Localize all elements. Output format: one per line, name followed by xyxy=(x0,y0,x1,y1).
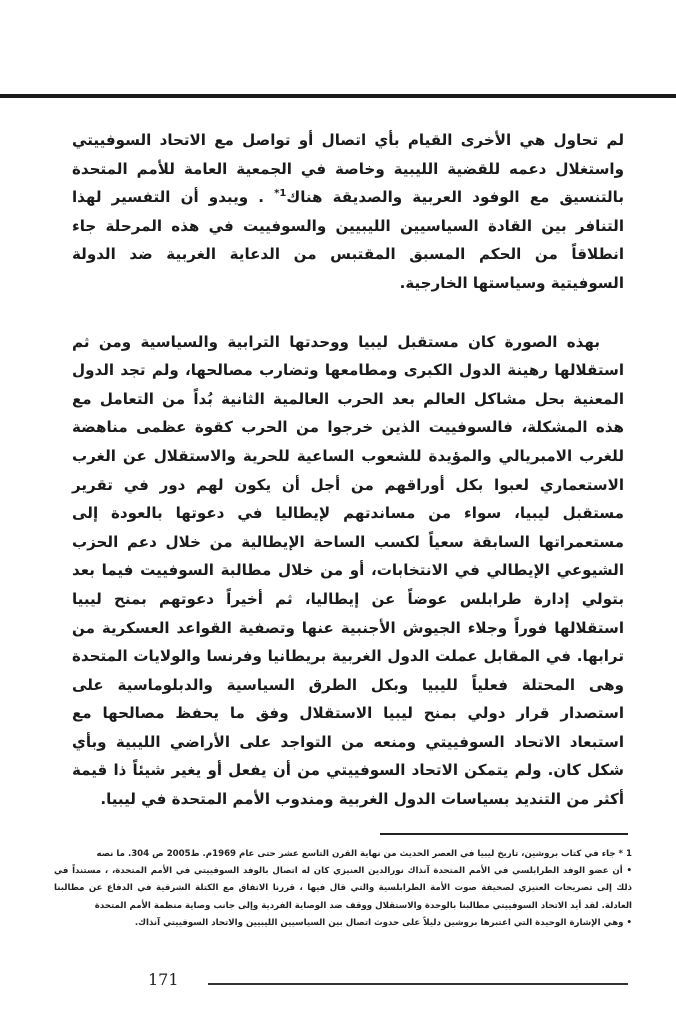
paragraph-1-line-3b: . ويبدو أن التفسير لهذا التنافر بين القادة السياسيين xyxy=(72,188,624,235)
footnote-bullet-2: • وهي الإشارة الوحيدة التي اعتبرها بروشين دليلاً على حدوث اتصال بين السياسيين الليبيين والاتحاد السوفييتي آنذاك. xyxy=(134,917,632,928)
footnote-reference[interactable]: 1* xyxy=(274,188,287,200)
paragraph-1-line-2: دعمه للقضية الليبية وخاصة في الجمعية العامة للأمم المتحدة بالتنسيق مع الوفود xyxy=(72,159,625,207)
footnotes xyxy=(54,846,632,932)
paragraph-1-line-3a: العربية والصديقة هناك xyxy=(286,188,463,207)
paragraph-2: بهذه الصورة كان مستقبل ليبيا ووحدتها الترابية والسياسية ومن ثم استقلالها رهينة الدول الكبرى ومطامعها وتضارب مصالحها، ولم تجد الدول المعنية بحل مشاكل العالم بعد الحرب العالمية الثانية بُداً من التعامل مع هذه المشكلة، فالسوفييت الذين خرجوا من الحرب كقوة عظمى مناهضة للغرب الامبريالي والمؤيدة للشعوب الساعية للحرية والاستقلال عن الغرب الاستعماري لعبوا بكل أوراقهم من أجل أن يكون لهم دور في تقرير مستقبل ليبيا، سواء من مساندتهم لإيطاليا في دعوتها بالعودة إلى مستعمراتها السابقة سعياً لكسب الساحة الإيطالية من خلال دعم الحزب الشيوعي الإيطالي في الانتخابات، أو من خلال مطالبة السوفييت فيما بعد بتولي إدارة طرابلس عوضاً عن إيطاليا، ثم أخيراً دعوتهم بمنح ليبيا استقلالها فوراً وجلاء الجيوش الأجنبية عنها وتصفية القواعد العسكرية من ترابها. في المقابل عملت الدول الغربية بريطانيا وفرنسا والولايات المتحدة وهى المحتلة فعلياً لليبيا وبكل الطرق السياسية والدبلوماسية على استصدار قرار دولي بمنح ليبيا الاستقلال وفق ما يحفظ مصالحها مع استبعاد الاتحاد السوفييتي ومنعه من التواجد على الأراضي الليبية وبأي شكل كان. ولم يتمكن الاتحاد السوفييتي من أن يفعل أو يغير شيئاً ذا قيمة أكثر من التنديد بسياسات الدول الغربية ومندوب الأمم المتحدة في ليبيا. xyxy=(72,332,624,809)
header-rule xyxy=(0,94,676,98)
page-number: 171 xyxy=(148,970,179,989)
paragraph-1-line-4: الليبيين والسوفييت في هذه المرحلة جاء انطلاقاً من الحكم المسبق المقتبس من xyxy=(72,216,624,264)
footnote-separator xyxy=(380,833,628,835)
footnote-1: 1 * جاء في كتاب بروشين، تاريخ ليبيا في العصر الحديث من نهاية القرن التاسع عشر حتى عام 1969م. ط2005 ص 304. ما نصه xyxy=(96,849,632,859)
footer-rule xyxy=(208,983,628,985)
body-text xyxy=(72,126,624,814)
paragraph-1 xyxy=(72,126,624,298)
footnote-bullet-1: • أن عضو الوفد الطرابلسي في الأمم المتحدة آنذاك نورالدين العنيزي كان له اتصال بالوفد السوفييتي في الأمم المتحدة، ، مستنداً في ذلك إلى تصريحات العنيزي لصحيفة صوت الأمة الطرابلسية والتي قال فيها ، قررنا الاتفاق مع الكتلة الشرقية في الدفاع عن مطالبنا العادلة. لقد أيد الاتحاد السوفييتي مطالبنا بالوحدة والاستقلال ووقف ضد الوصاية الفردية وإلى جانب وصاية منظمة الأمم المتحدة xyxy=(54,866,632,911)
paragraph-1-line-5: الدعاية الغربية ضد الدولة السوفيتية وسياستها الخارجية. xyxy=(72,245,624,292)
paragraph-1-line-1: لم تحاول هي الأخرى القيام بأي اتصال أو تواصل مع الاتحاد السوفييتي واستغلال xyxy=(72,131,624,178)
